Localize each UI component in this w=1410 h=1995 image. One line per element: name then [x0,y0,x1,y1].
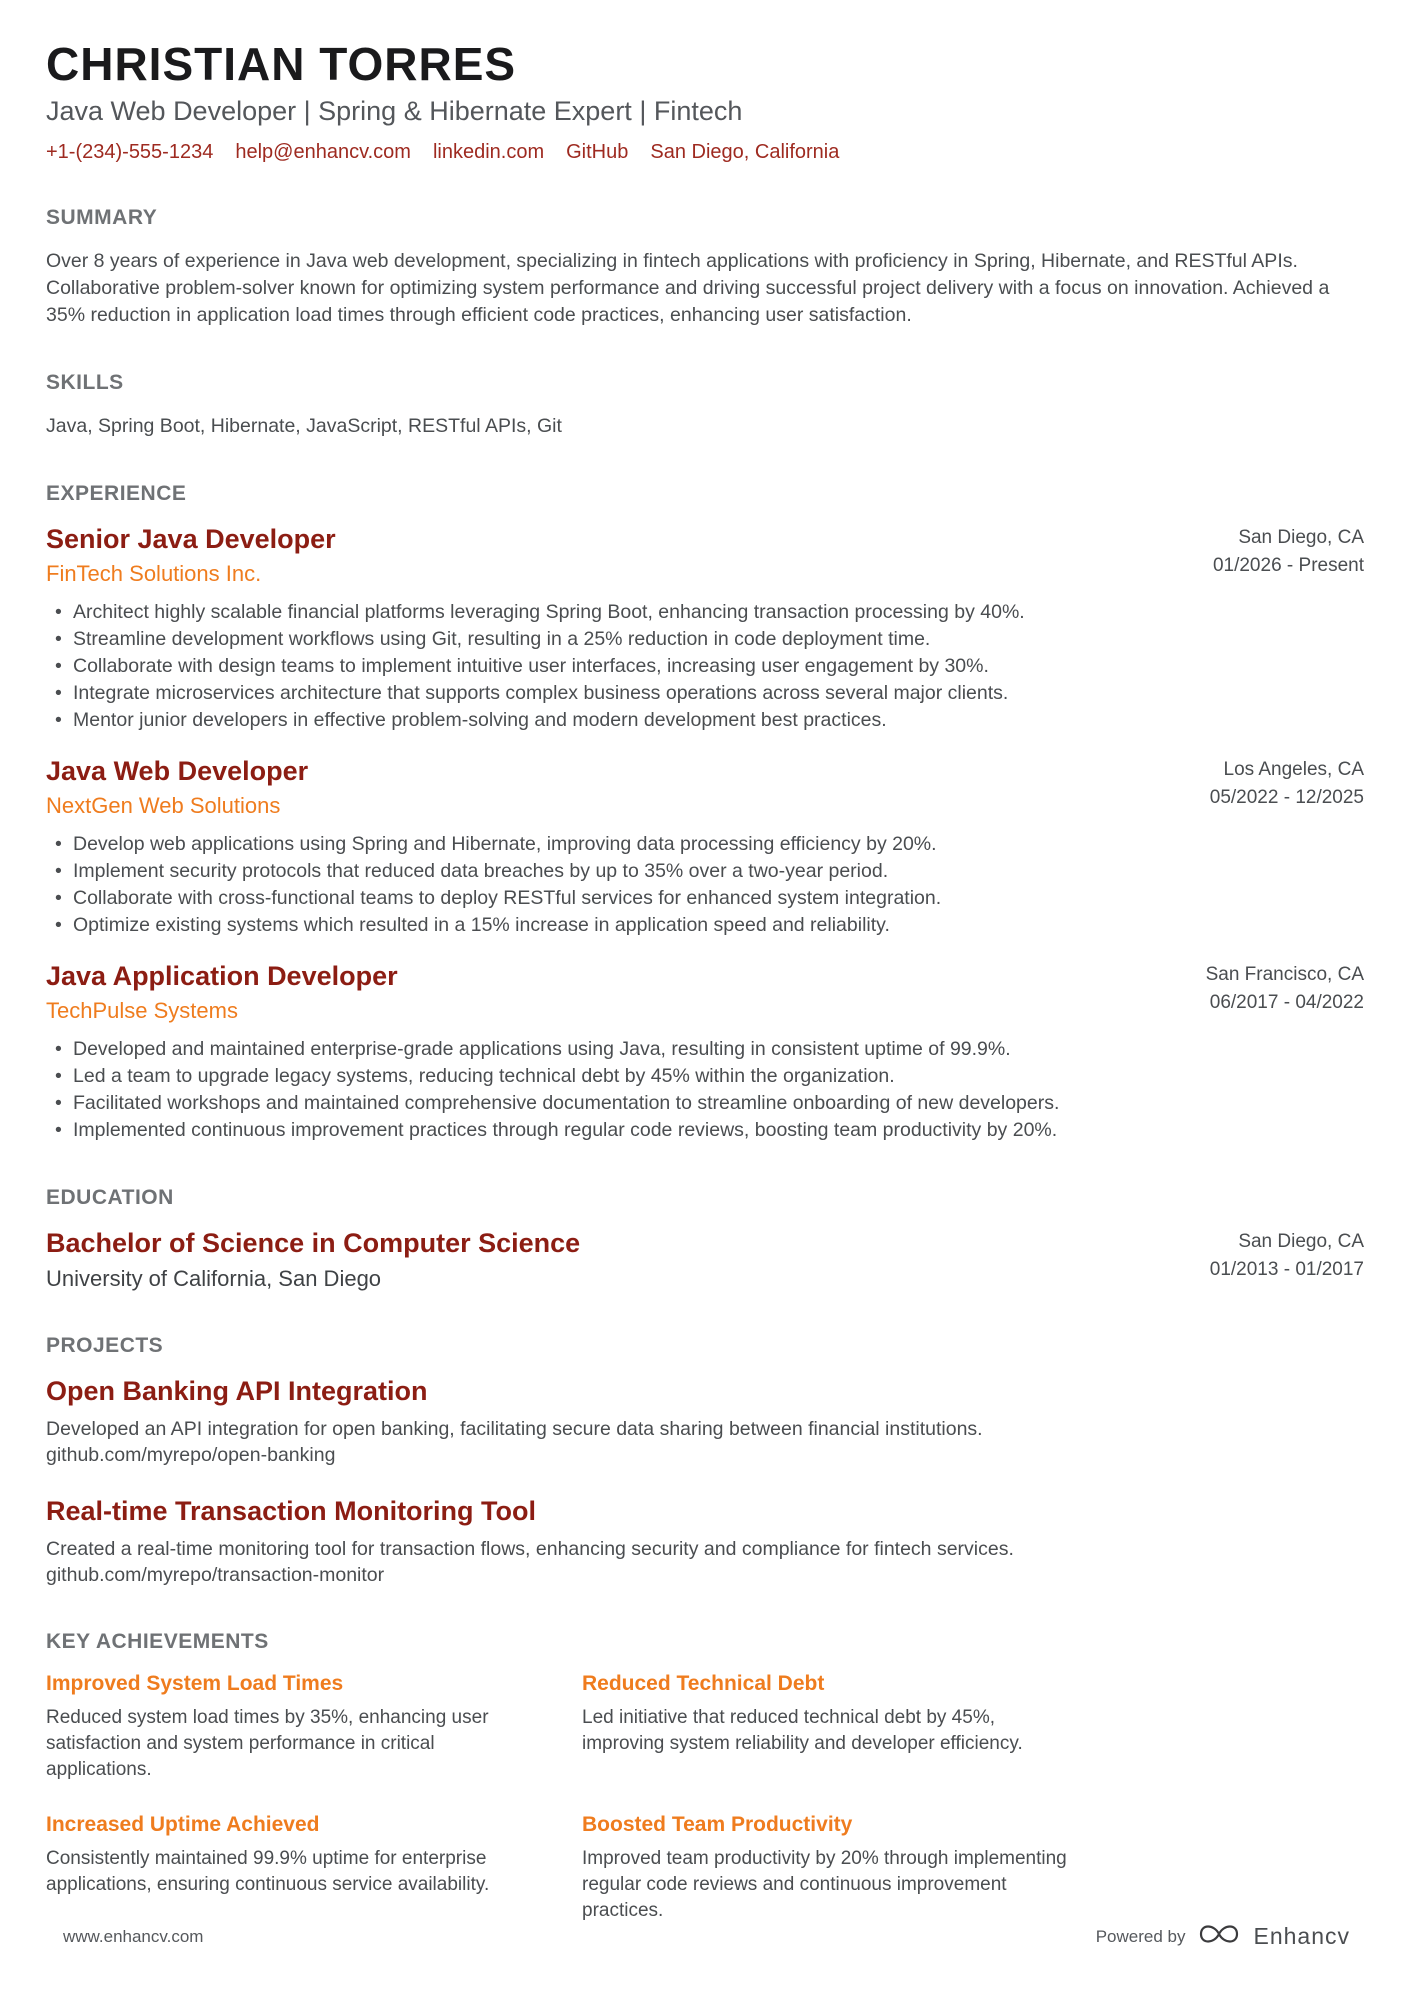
project-link[interactable]: github.com/myrepo/open-banking [46,1443,336,1466]
job-bullets [46,1036,1364,1144]
job-location: San Diego, CA [1238,526,1364,548]
bullet-item: • Facilitated workshops and maintained comprehensive documentation to streamline onboarding of new developers. [46,1090,1364,1117]
projects-heading: PROJECTS [46,1333,164,1357]
footer-site-url[interactable]: www.enhancv.com [63,1926,204,1946]
achievement-entry [582,1813,1068,1924]
section-achievements [46,1630,1364,1924]
achievement-text: Consistently maintained 99.9% uptime for enterprise applications, ensuring continuous service availability. [46,1847,490,1895]
achievement-title: Improved System Load Times [46,1671,344,1695]
job-bullets [46,831,1364,939]
education-location: San Diego, CA [1238,1230,1364,1252]
job-company: TechPulse Systems [46,997,238,1023]
powered-by-block [1096,1920,1350,1953]
education-meta [1210,1228,1364,1284]
achievement-entry [582,1672,1068,1783]
contact-phone[interactable]: +1-(234)-555-1234 [46,140,214,163]
job-dates: 06/2017 - 04/2022 [1209,991,1364,1013]
job-title: Java Web Developer [46,755,309,786]
achievement-text: Improved team productivity by 20% through implementing regular code reviews and continuous improvement practices. [582,1847,1067,1921]
achievement-title: Increased Uptime Achieved [46,1812,320,1836]
project-link[interactable]: github.com/myrepo/transaction-monitor [46,1563,385,1586]
bullet-item: • Streamline development workflows using Git, resulting in a 25% reduction in code deployment time. [46,626,1364,653]
achievement-title: Boosted Team Productivity [582,1812,853,1836]
enhancv-logo-icon [1197,1920,1241,1953]
enhancv-brand-name[interactable]: Enhancv [1253,1923,1350,1949]
education-entry [46,1228,1364,1292]
bullet-item: • Architect highly scalable financial platforms leveraging Spring Boot, enhancing transaction processing by 40%. [46,599,1364,626]
contact-location: San Diego, California [650,140,840,163]
achievements-heading: KEY ACHIEVEMENTS [46,1629,269,1653]
section-education [46,1186,1364,1292]
contact-email[interactable]: help@enhancv.com [235,140,411,163]
page-footer [63,1920,1350,1953]
project-entry [46,1376,1364,1468]
bullet-item: • Optimize existing systems which resulted in a 15% increase in application speed and reliability. [46,912,1364,939]
bullet-item: • Integrate microservices architecture that supports complex business operations across several major clients. [46,680,1364,707]
job-entry [46,961,1364,1144]
summary-heading: SUMMARY [46,205,158,229]
contact-row [46,141,1364,164]
section-summary [46,206,1364,329]
section-skills [46,371,1364,440]
achievements-grid [46,1672,1364,1924]
job-header [46,961,1364,1024]
achievement-entry [46,1672,532,1783]
job-meta [1206,961,1364,1017]
candidate-title: Java Web Developer | Spring & Hibernate Expert | Fintech [46,96,743,127]
job-location: San Francisco, CA [1205,963,1364,985]
job-header [46,524,1364,587]
bullet-item: • Developed and maintained enterprise-grade applications using Java, resulting in consistent uptime of 99.9%. [46,1036,1364,1063]
bullet-item: • Led a team to upgrade legacy systems, reducing technical debt by 45% within the organization. [46,1063,1364,1090]
job-company: FinTech Solutions Inc. [46,560,262,586]
degree-title: Bachelor of Science in Computer Science [46,1227,581,1258]
job-company: NextGen Web Solutions [46,792,281,818]
job-title: Java Application Developer [46,960,398,991]
achievement-entry [46,1813,532,1924]
experience-heading: EXPERIENCE [46,481,187,505]
education-heading: EDUCATION [46,1185,174,1209]
skills-list: Java, Spring Boot, Hibernate, JavaScript, RESTful APIs, Git [46,414,562,437]
contact-linkedin[interactable]: linkedin.com [432,140,545,163]
job-meta [1213,524,1364,580]
bullet-item: • Collaborate with cross-functional teams to deploy RESTful services for enhanced system integration. [46,885,1364,912]
contact-github[interactable]: GitHub [566,140,629,163]
job-entry [46,756,1364,939]
school-name: University of California, San Diego [46,1265,382,1291]
bullet-item: • Implement security protocols that reduced data breaches by up to 35% over a two-year period. [46,858,1364,885]
project-title: Open Banking API Integration [46,1375,428,1406]
job-location: Los Angeles, CA [1223,758,1364,780]
achievement-text: Reduced system load times by 35%, enhancing user satisfaction and system performance in critical applications. [46,1706,489,1780]
job-title: Senior Java Developer [46,523,336,554]
bullet-item: • Implemented continuous improvement practices through regular code reviews, boosting team productivity by 20%. [46,1117,1364,1144]
job-dates: 05/2022 - 12/2025 [1209,786,1364,808]
section-experience [46,482,1364,1144]
job-entry [46,524,1364,734]
section-projects [46,1334,1364,1588]
project-description: Created a real-time monitoring tool for transaction flows, enhancing security and compliance for fintech services. [46,1537,1014,1560]
achievement-text: Led initiative that reduced technical debt by 45%, improving system reliability and developer efficiency. [582,1706,1023,1754]
summary-text: Over 8 years of experience in Java web development, specializing in fintech applications with proficiency in Spring, Hibernate, and RESTful APIs. Collaborative problem-solver known for optimizing system performance and driving successful project delivery with a focus on innovation. Achieved a 35% reduction in application load times through efficient code practices, enhancing user satisfaction. [46,249,1330,326]
achievement-title: Reduced Technical Debt [582,1671,825,1695]
project-description: Developed an API integration for open banking, facilitating secure data sharing between financial institutions. [46,1417,983,1440]
project-title: Real-time Transaction Monitoring Tool [46,1495,537,1526]
job-bullets [46,599,1364,734]
powered-by-label: Powered by [1095,1926,1186,1946]
job-header [46,756,1364,819]
job-dates: 01/2026 - Present [1212,554,1364,576]
education-dates: 01/2013 - 01/2017 [1209,1258,1364,1280]
project-entry [46,1496,1364,1588]
resume-header [46,40,1364,164]
bullet-item: • Develop web applications using Spring and Hibernate, improving data processing efficiency by 20%. [46,831,1364,858]
bullet-item: • Mentor junior developers in effective problem-solving and modern development best practices. [46,707,1364,734]
bullet-item: • Collaborate with design teams to implement intuitive user interfaces, increasing user engagement by 30%. [46,653,1364,680]
skills-heading: SKILLS [46,370,124,394]
job-meta [1210,756,1364,812]
candidate-name: CHRISTIAN TORRES [46,38,517,90]
